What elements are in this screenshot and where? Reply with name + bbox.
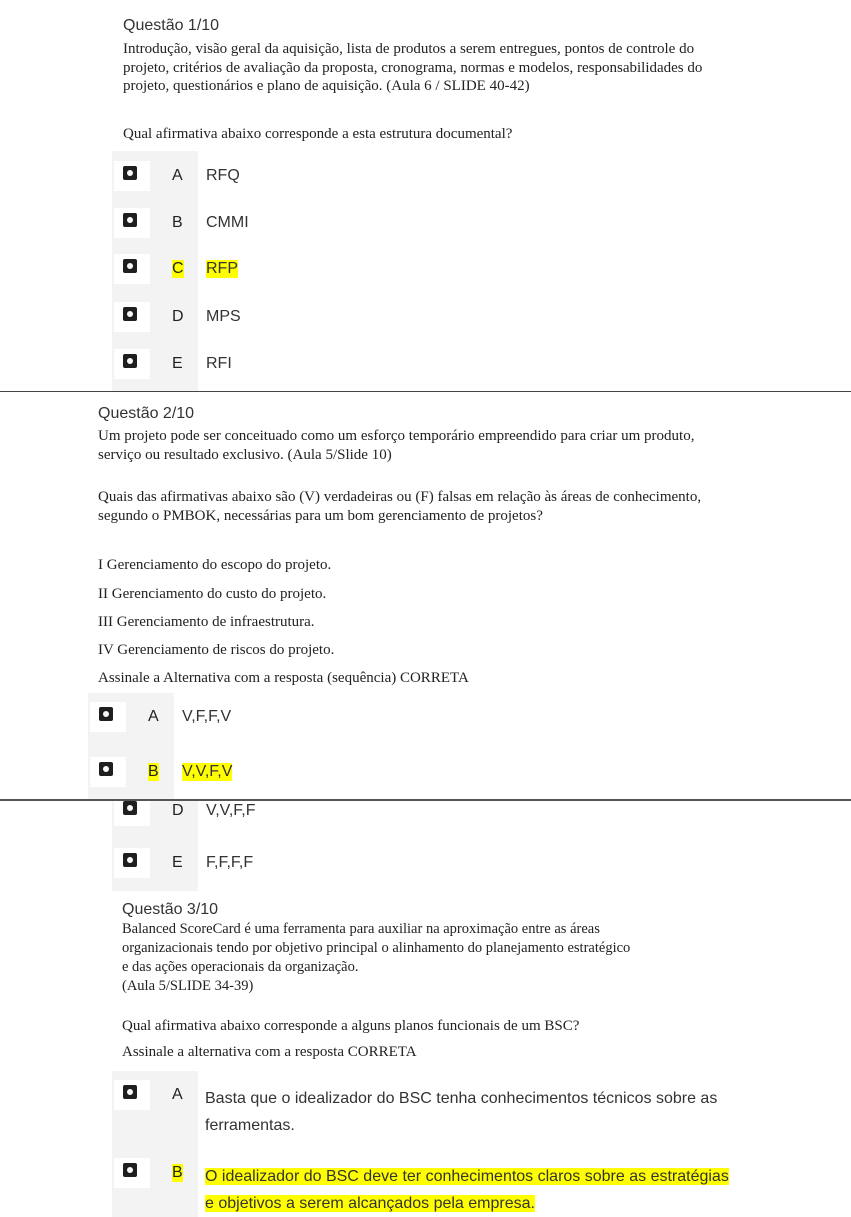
option-text-line: ferramentas. <box>205 1117 295 1134</box>
option-text: CMMI <box>206 214 249 231</box>
radio-icon[interactable] <box>99 707 113 721</box>
option-text <box>205 1085 775 1139</box>
option-a[interactable] <box>114 1080 814 1140</box>
option-text-line: e objetivos a serem alcançados pela empresa. <box>205 1195 535 1212</box>
option-a[interactable] <box>114 161 514 195</box>
question-prompt: Qual afirmativa abaixo corresponde a esta estrutura documental? <box>123 126 513 142</box>
option-text: RFI <box>206 355 232 372</box>
option-text: MPS <box>206 308 241 325</box>
question-title: Questão 2/10 <box>98 405 195 422</box>
radio-icon[interactable] <box>123 1163 137 1177</box>
option-text: F,F,F,F <box>206 854 254 871</box>
question-1-section <box>0 0 851 391</box>
question-text-line: Balanced ScoreCard é uma ferramenta para auxiliar na aproximação entre as áreas <box>122 921 600 937</box>
option-d[interactable] <box>114 801 514 830</box>
option-b[interactable] <box>114 208 514 242</box>
question-title: Questão 3/10 <box>122 901 219 918</box>
option-letter: C <box>172 260 184 277</box>
statement-item: III Gerenciamento de infraestrutura. <box>98 614 315 630</box>
option-e[interactable] <box>114 349 514 383</box>
instruction: Assinale a alternativa com a resposta CORRETA <box>122 1044 417 1060</box>
radio-icon[interactable] <box>123 801 137 815</box>
option-letter: B <box>172 1164 183 1181</box>
option-letter: A <box>148 708 159 725</box>
question-prompt: Qual afirmativa abaixo corresponde a alguns planos funcionais de um BSC? <box>122 1018 580 1034</box>
statement-item: I Gerenciamento do escopo do projeto. <box>98 557 332 573</box>
option-text: V,V,F,F <box>206 802 256 819</box>
option-b[interactable] <box>114 1158 814 1217</box>
option-letter: B <box>172 214 183 231</box>
radio-icon[interactable] <box>123 853 137 867</box>
question-2-section <box>0 392 851 799</box>
question-3-section <box>0 801 851 1217</box>
option-text: V,V,F,V <box>182 763 233 780</box>
radio-icon[interactable] <box>123 307 137 321</box>
statement-item: II Gerenciamento do custo do projeto. <box>98 586 327 602</box>
option-letter: E <box>172 355 183 372</box>
option-text-line: Basta que o idealizador do BSC tenha conhecimentos técnicos sobre as <box>205 1090 718 1107</box>
question-prompt: Quais das afirmativas abaixo são (V) verdadeiras ou (F) falsas em relação às áreas de conhecimento, segundo o PMBOK, necessárias para um bom gerenciamento de projetos? <box>98 489 702 524</box>
question-text: Um projeto pode ser conceituado como um esforço temporário empreendido para criar um produto, serviço ou resultado exclusivo. (Aula 5/Slide 10) <box>98 428 695 463</box>
option-a[interactable] <box>90 702 490 736</box>
option-c[interactable] <box>114 254 514 288</box>
question-text: Introdução, visão geral da aquisição, lista de produtos a serem entregues, pontos de controle do projeto, critérios de avaliação da proposta, cronograma, normas e modelos, responsabilidades do projeto, questionários e plano de aquisição. (Aula 6 / SLIDE 40-42) <box>123 41 703 94</box>
question-text-line: (Aula 5/SLIDE 34-39) <box>122 978 254 994</box>
option-d[interactable] <box>114 302 514 336</box>
radio-icon[interactable] <box>123 1085 137 1099</box>
option-letter: E <box>172 854 183 871</box>
radio-icon[interactable] <box>123 354 137 368</box>
option-e[interactable] <box>114 848 514 882</box>
option-b[interactable] <box>90 757 490 791</box>
radio-icon[interactable] <box>123 213 137 227</box>
option-text: V,F,F,V <box>182 708 232 725</box>
question-text-line: e das ações operacionais da organização. <box>122 959 359 975</box>
option-text: RFP <box>206 260 238 277</box>
statement-item: IV Gerenciamento de riscos do projeto. <box>98 642 335 658</box>
instruction: Assinale a Alternativa com a resposta (sequência) CORRETA <box>98 670 469 686</box>
question-text-line: organizacionais tendo por objetivo principal o alinhamento do planejamento estratégico <box>122 940 631 956</box>
option-text-line: O idealizador do BSC deve ter conhecimentos claros sobre as estratégias <box>205 1168 729 1185</box>
option-letter: A <box>172 1086 183 1103</box>
option-letter: B <box>148 763 159 780</box>
radio-icon[interactable] <box>123 259 137 273</box>
option-letter: A <box>172 167 183 184</box>
radio-icon[interactable] <box>123 166 137 180</box>
option-letter: D <box>172 802 184 819</box>
option-letter: D <box>172 308 184 325</box>
option-text: RFQ <box>206 167 240 184</box>
radio-icon[interactable] <box>99 762 113 776</box>
question-title: Questão 1/10 <box>123 17 220 34</box>
option-text <box>205 1163 775 1217</box>
